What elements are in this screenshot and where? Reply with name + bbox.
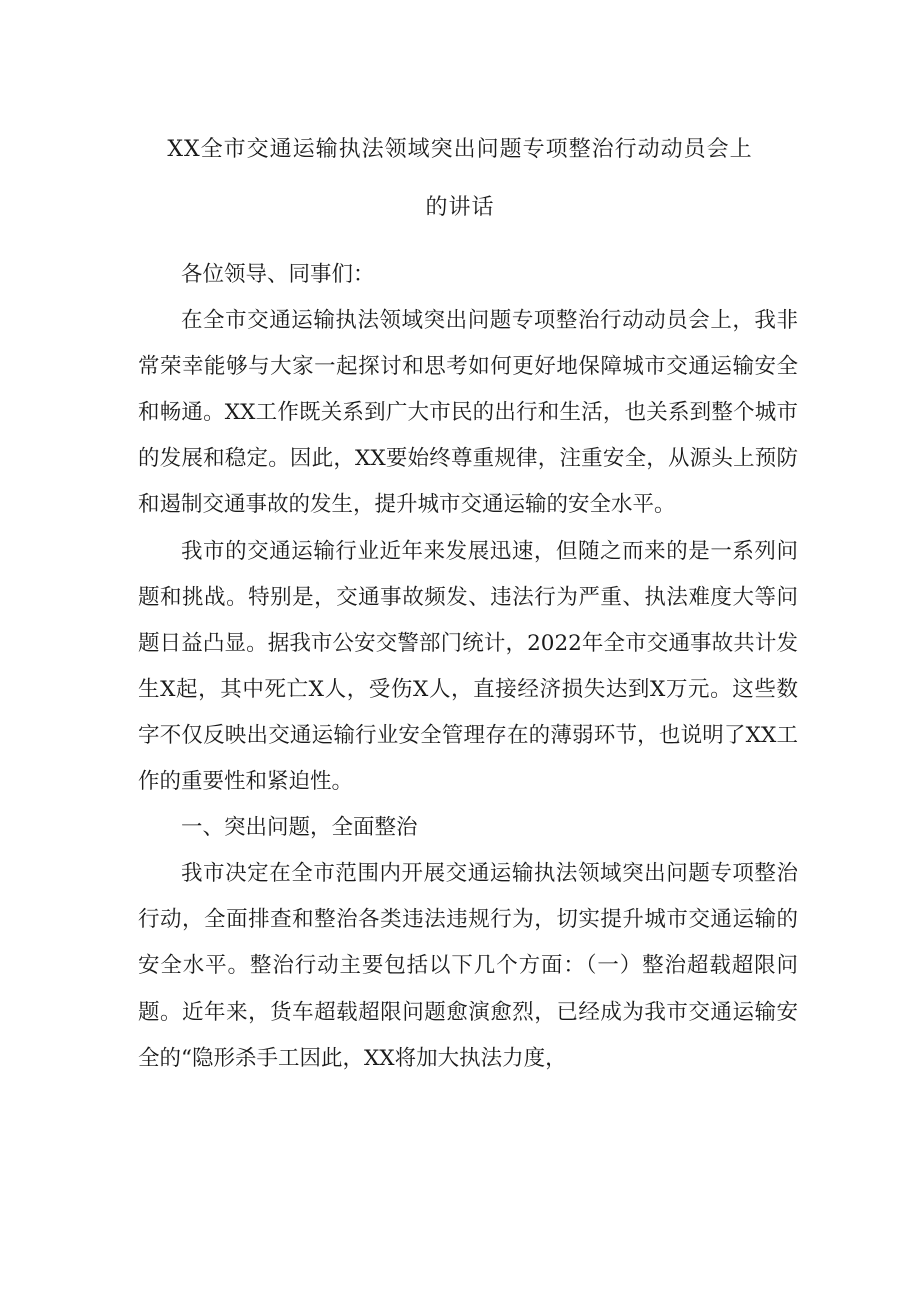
document-title-line-1: XX全市交通运输执法领域突出问题专项整治行动动员会上 [167,137,753,162]
body-paragraph-background: 我市的交通运输行业近年来发展迅速，但随之而来的是一系列问题和挑战。特别是，交通事故频发、违法行为严重、执法难度大等问题日益凸显。据我市公安交警部门统计，2022年全市交通事故共计发生X起，其中死亡X人，受伤X人，直接经济损失达到X万元。这些数字不仅反映出交通运输行业安全管理存在的薄弱环节，也说明了XX工作的重要性和紧迫性。 [138,538,798,795]
body-paragraph-section-1: 我市决定在全市范围内开展交通运输执法领域突出问题专项整治行动，全面排查和整治各类违法违规行为，切实提升城市交通运输的安全水平。整治行动主要包括以下几个方面：（一）整治超载超限问题。近年来，货车超载超限问题愈演愈烈，已经成为我市交通运输安全的“隐形杀手工因此，XX将加大执法力度， [138,861,798,1071]
document-title-line-2: 的讲话 [425,195,495,220]
section-heading-1: 一、突出问题，全面整治 [181,815,418,841]
body-paragraph-intro: 在全市交通运输执法领域突出问题专项整治行动动员会上，我非常荣幸能够与大家一起探讨和思考如何更好地保障城市交通运输安全和畅通。XX工作既关系到广大市民的出行和生活，也关系到整个城市的发展和稳定。因此，XX要始终尊重规律，注重安全，从源头上预防和遏制交通事故的发生，提升城市交通运输的安全水平。 [138,308,798,518]
document-body [138,252,798,1082]
salutation-paragraph: 各位领导、同事们： [181,262,375,287]
